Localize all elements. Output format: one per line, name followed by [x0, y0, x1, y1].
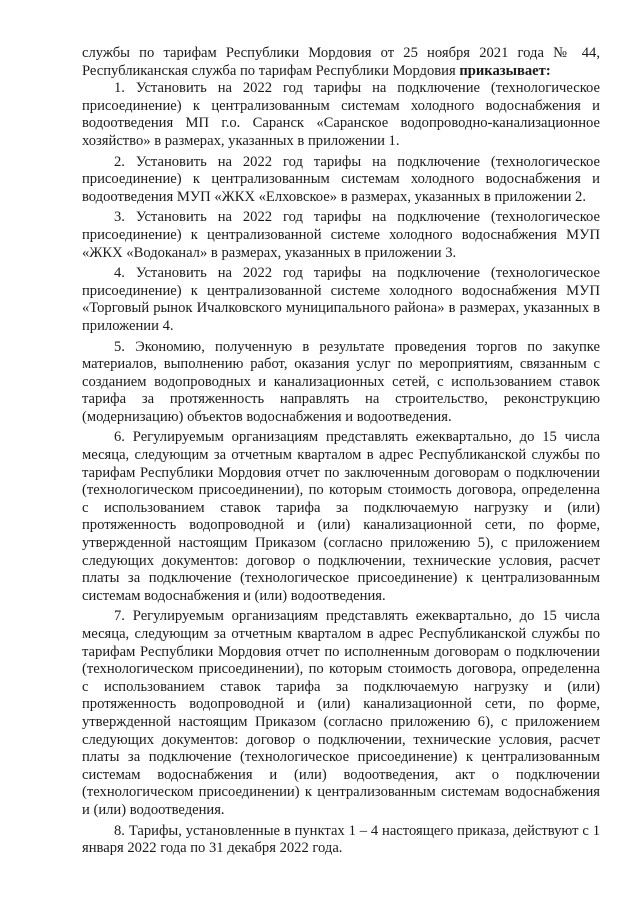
item-1-number: 1. [114, 80, 125, 97]
item-6-text: Регулируемым организациям представлять ежеквартально, до 15 числа месяца, следующим за отчетным кварталом в адрес Республиканской службы по тарифам Республики Мордовия отчет по заключенным договорам о подключении (технологическом присоединении), по которым стоимость договора, определенна с использованием ставок тарифа за подключаемую нагрузку и (или) протяженность водопроводной и (или) канализационной сети, по форме, утвержденной настоящим Приказом (согласно приложению 5), с приложением следующих документов: договор о подключении, технические условия, расчет платы за подключение (технологическое присоединение) к централизованным системам водоснабжения и (или) водоотведения. [82, 429, 600, 604]
item-8-paragraph [82, 823, 600, 858]
item-2-paragraph [82, 154, 600, 207]
document-page [82, 45, 600, 858]
item-8-text: Тарифы, установленные в пунктах 1 – 4 настоящего приказа, действуют с 1 января 2022 года по 31 декабря 2022 года. [82, 822, 600, 857]
item-5-text: Экономию, полученную в результате проведения торгов по закупке материалов, выполнению работ, оказания услуг по мероприятиям, связанным с созданием водопроводных и канализационных сетей, с использованием ставок тарифа за протяженность направлять на строительство, реконструкцию (модернизацию) объектов водоснабжения и водоотведения. [82, 338, 600, 425]
item-2-number: 2. [114, 153, 125, 170]
item-5-paragraph [82, 339, 600, 427]
item-1-text: Установить на 2022 год тарифы на подключение (технологическое присоединение) к централизованным системам холодного водоснабжения и водоотведения МП г.о. Саранск «Саранское водопроводно-канализационное хозяйство» в размерах, указанных в приложении 1. [82, 80, 600, 149]
item-5-number: 5. [114, 338, 125, 355]
item-3-number: 3. [114, 209, 125, 226]
item-3-text: Установить на 2022 год тарифы на подключение (технологическое присоединение) к централизованной системе холодного водоснабжения МУП «ЖКХ «Водоканал» в размерах, указанных в приложении 3. [82, 209, 600, 261]
item-6-paragraph [82, 429, 600, 605]
intro-text: службы по тарифам Республики Мордовия от 25 ноября 2021 года № 44, Республиканская служба по тарифам Республики Мордовия [82, 45, 600, 79]
item-2-text: Установить на 2022 год тарифы на подключение (технологическое присоединение) к централизованным системам холодного водоснабжения и водоотведения МУП «ЖКХ «Елховское» в размерах, указанных в приложении 2. [82, 153, 600, 205]
item-7-text: Регулируемым организациям представлять ежеквартально, до 15 числа месяца, следующим за отчетным кварталом в адрес Республиканской службы по тарифам Республики Мордовия отчет по исполненным договорам о подключении (технологическом присоединении), по которым стоимость договора, определенна с использованием ставок тарифа за подключаемую нагрузку и (или) протяженность водопроводной и (или) канализационной сети, по форме, утвержденной настоящим Приказом (согласно приложению 6), с приложением следующих документов: договор о подключении, технические условия, расчет платы за подключение (технологическое присоединение) к централизованным системам водоснабжения и (или) водоотведения, акт о подключении (технологическом присоединении) к централизованным системам водоснабжения и (или) водоотведения. [82, 608, 600, 818]
item-4-number: 4. [114, 265, 125, 282]
item-7-number: 7. [114, 608, 125, 625]
item-4-text: Установить на 2022 год тарифы на подключение (технологическое присоединение) к централизованной системе холодного водоснабжения МУП «Торговый рынок Ичалковского муниципального района» в размерах, указанных в приложении 4. [82, 265, 600, 334]
item-4-paragraph [82, 265, 600, 335]
item-7-paragraph [82, 608, 600, 819]
intro-bold-verb: приказывает: [459, 62, 551, 79]
intro-paragraph [82, 45, 600, 80]
item-8-number: 8. [114, 822, 125, 839]
item-1-paragraph [82, 80, 600, 150]
item-6-number: 6. [114, 429, 125, 446]
item-3-paragraph [82, 209, 600, 262]
